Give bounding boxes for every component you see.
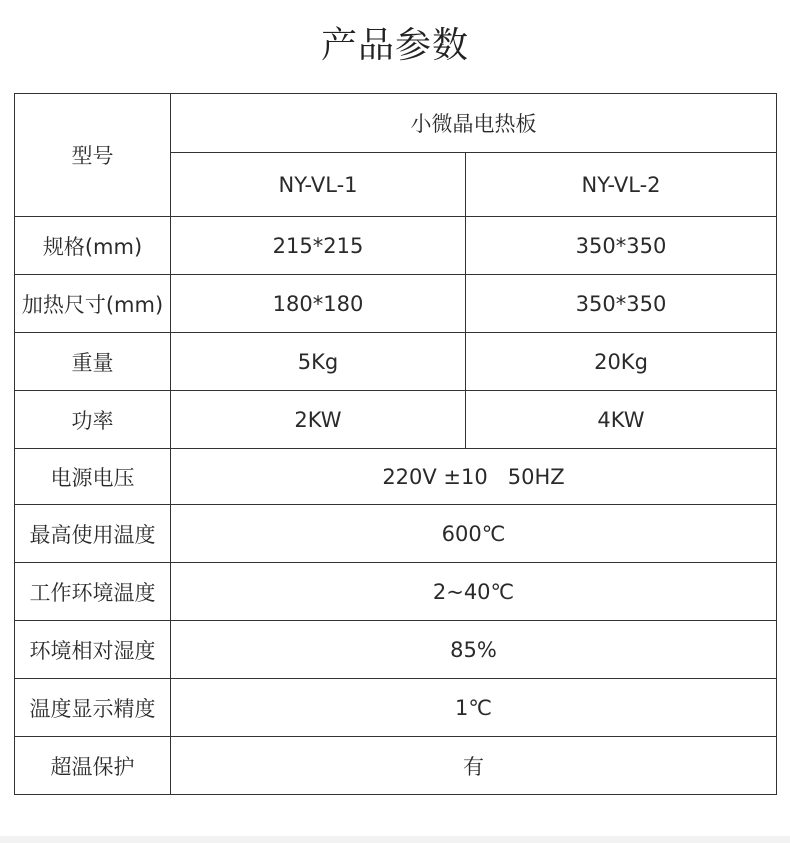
spec-label: 超温保护 — [15, 737, 171, 795]
model-name-cell: NY-VL-2 — [466, 153, 777, 217]
table-header-row — [15, 94, 777, 153]
spec-label: 重量 — [15, 333, 171, 391]
spec-value: 220V ±10 50HZ — [171, 449, 777, 505]
spec-value: 180*180 — [171, 275, 466, 333]
spec-label: 工作环境温度 — [15, 563, 171, 621]
spec-row-power — [15, 391, 777, 449]
spec-label: 电源电压 — [15, 449, 171, 505]
spec-value: 有 — [171, 737, 777, 795]
spec-value: 350*350 — [466, 275, 777, 333]
spec-value: 350*350 — [466, 217, 777, 275]
product-name-cell: 小微晶电热板 — [171, 94, 777, 153]
spec-value: 5Kg — [171, 333, 466, 391]
bottom-divider — [0, 836, 790, 843]
spec-row-weight — [15, 333, 777, 391]
spec-label: 温度显示精度 — [15, 679, 171, 737]
spec-value: 2KW — [171, 391, 466, 449]
spec-label: 最高使用温度 — [15, 505, 171, 563]
spec-label: 规格(mm) — [15, 217, 171, 275]
spec-value: 85% — [171, 621, 777, 679]
spec-label: 环境相对湿度 — [15, 621, 171, 679]
product-spec-table — [14, 93, 777, 795]
model-name-cell: NY-VL-1 — [171, 153, 466, 217]
spec-value: 4KW — [466, 391, 777, 449]
page-title: 产品参数 — [320, 25, 469, 66]
spec-row-overtemp-protection — [15, 737, 777, 795]
spec-value: 215*215 — [171, 217, 466, 275]
model-label-cell: 型号 — [15, 94, 171, 217]
spec-value: 600℃ — [171, 505, 777, 563]
spec-value: 1℃ — [171, 679, 777, 737]
spec-label: 功率 — [15, 391, 171, 449]
spec-row-max-temp — [15, 505, 777, 563]
spec-row-ambient-temp — [15, 563, 777, 621]
spec-value: 2~40℃ — [171, 563, 777, 621]
spec-label: 加热尺寸(mm) — [15, 275, 171, 333]
spec-row-voltage — [15, 449, 777, 505]
spec-row-humidity — [15, 621, 777, 679]
spec-row-heating-size — [15, 275, 777, 333]
spec-row-display-accuracy — [15, 679, 777, 737]
spec-value: 20Kg — [466, 333, 777, 391]
spec-row-size — [15, 217, 777, 275]
